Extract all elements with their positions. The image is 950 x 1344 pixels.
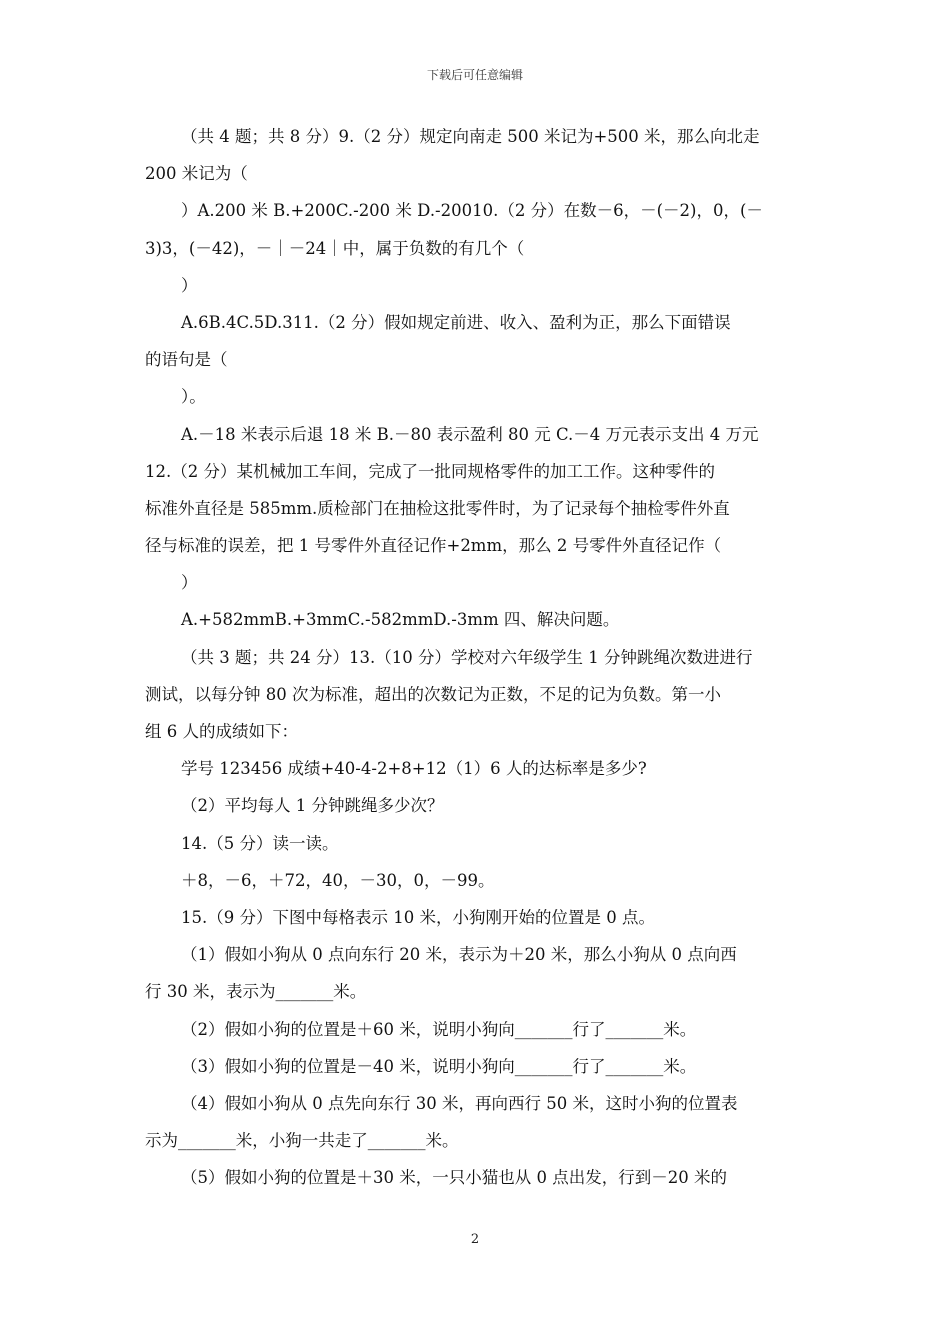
text-line: A.－18 米表示后退 18 米 B.－80 表示盈利 80 元 C.－4 万元表示支出 4 万元 bbox=[181, 424, 759, 444]
text-line: 12.（2 分）某机械加工车间，完成了一批同规格零件的加工工作。这种零件的 bbox=[145, 461, 715, 481]
text-line: 标准外直径是 585mm.质检部门在抽检这批零件时，为了记录每个抽检零件外直 bbox=[145, 498, 730, 518]
text-line: 测试，以每分钟 80 次为标准，超出的次数记为正数，不足的记为负数。第一小 bbox=[145, 684, 721, 704]
text-line: ） bbox=[181, 275, 198, 295]
text-line: ） bbox=[181, 573, 198, 593]
text-line: （5）假如小狗的位置是＋30 米，一只小猫也从 0 点出发，行到－20 米的 bbox=[181, 1168, 727, 1188]
document-body bbox=[145, 118, 810, 1196]
text-line: （共 3 题；共 24 分）13.（10 分）学校对六年级学生 1 分钟跳绳次数进进行 bbox=[181, 647, 753, 667]
text-line: 组 6 人的成绩如下： bbox=[145, 722, 298, 741]
text-line: （2）平均每人 1 分钟跳绳多少次？ bbox=[181, 796, 444, 816]
text-line: 15.（9 分）下图中每格表示 10 米，小狗刚开始的位置是 0 点。 bbox=[181, 907, 655, 927]
text-line: 示为_______米，小狗一共走了_______米。 bbox=[145, 1131, 459, 1151]
text-line: （4）假如小狗从 0 点先向东行 30 米，再向西行 50 米，这时小狗的位置表 bbox=[181, 1093, 738, 1113]
text-line: 行 30 米，表示为_______米。 bbox=[145, 982, 367, 1002]
text-line: 的语句是（ bbox=[145, 350, 228, 370]
text-line: ）A.200 米 B.+200C.-200 米 D.-20010.（2 分）在数－6，－(－2)，0，(－ bbox=[181, 201, 763, 221]
text-line: （共 4 题；共 8 分）9.（2 分）规定向南走 500 米记为+500 米，那么向北走 bbox=[181, 127, 760, 146]
text-line: 径与标准的误差，把 1 号零件外直径记作+2mm，那么 2 号零件外直径记作（ bbox=[145, 536, 722, 556]
text-line: （2）假如小狗的位置是＋60 米，说明小狗向_______行了_______米。 bbox=[181, 1019, 697, 1039]
text-line: 200 米记为（ bbox=[145, 164, 248, 184]
text-line: 3)3，(－42)，－｜－24｜中，属于负数的有几个（ bbox=[145, 238, 525, 258]
text-line: （3）假如小狗的位置是－40 米，说明小狗向_______行了_______米。 bbox=[181, 1056, 697, 1076]
text-line: ＋8，－6，＋72，40，－30，0，－99。 bbox=[181, 870, 495, 890]
text-line: （1）假如小狗从 0 点向东行 20 米，表示为＋20 米，那么小狗从 0 点向西 bbox=[181, 945, 737, 965]
page-number: 2 bbox=[470, 1232, 480, 1247]
page-header: 下载后可任意编辑 bbox=[426, 68, 523, 82]
text-line: A.+582mmB.+3mmC.-582mmD.-3mm 四、解决问题。 bbox=[181, 610, 620, 630]
text-line: ）。 bbox=[181, 387, 206, 407]
text-line: 学号 123456 成绩+40-4-2+8+12（1）6 人的达标率是多少? bbox=[181, 759, 647, 779]
text-line: A.6B.4C.5D.311.（2 分）假如规定前进、收入、盈利为正，那么下面错误 bbox=[181, 312, 731, 332]
text-line: 14.（5 分）读一读。 bbox=[181, 833, 339, 853]
